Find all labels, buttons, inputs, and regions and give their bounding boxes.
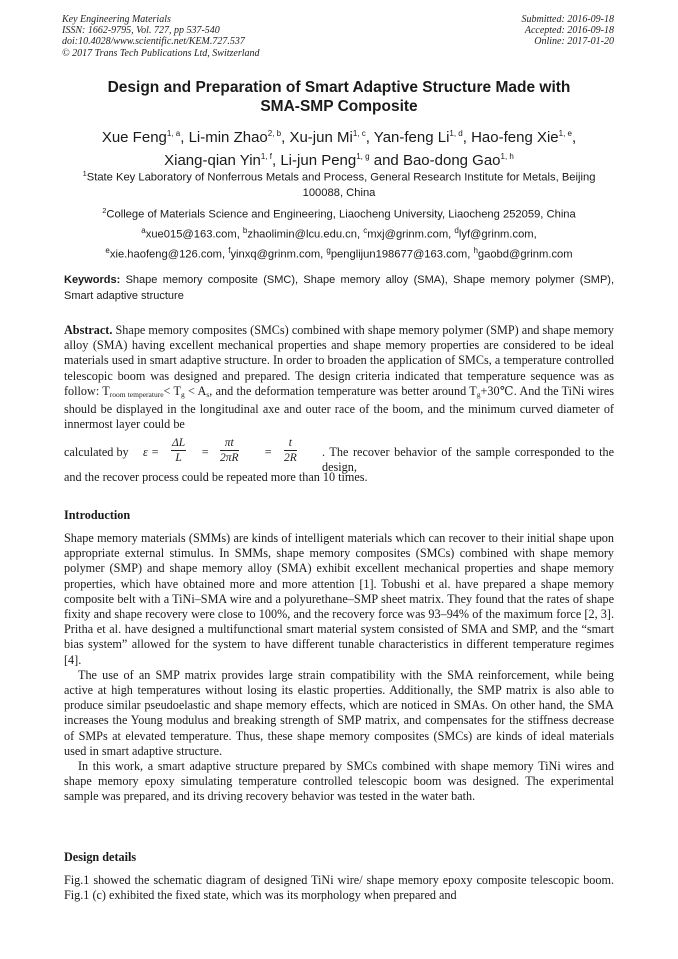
strain-formula-line: [64, 436, 614, 474]
email-address: yinxq@grinm.com,: [230, 248, 324, 261]
email-mark: g: [326, 246, 331, 256]
fraction-denominator: 2πR: [220, 452, 239, 464]
abstract-text: < T: [163, 383, 181, 398]
keywords-block: [64, 273, 614, 304]
formula-after-text: . The recover behavior of the sample corresponded to the design,: [322, 445, 614, 474]
affiliation-text: State Key Laboratory of Nonferrous Metals and Process, General Research Institute for Metals, Beijing 100088, China: [86, 171, 596, 200]
dates-header: [522, 14, 615, 48]
keywords-text: Shape memory composite (SMC), Shape memory alloy (SMA), Shape memory polymer (SMP), Smart adaptive structure: [64, 274, 615, 302]
author-mark: 1, g: [356, 152, 370, 161]
author-name: Li-min Zhao: [188, 129, 268, 146]
affiliation-text: College of Materials Science and Engineering, Liaocheng University, Liaocheng 252059, China: [106, 208, 576, 221]
affiliation-2: [66, 203, 612, 223]
email-mark: d: [454, 226, 459, 235]
email-address: xue015@163.com,: [145, 228, 240, 241]
author-name: Yan-feng Li: [373, 129, 450, 146]
strain-symbol: ε =: [143, 445, 160, 459]
paragraph: In this work, a smart adaptive structure prepared by SMCs combined with shape memory TiNi wires and shape memory epoxy simulating temperature controlled telescopic boom was designed. The experimental sample was prepared, and its driving recovery behavior was tested in the water bath.: [64, 759, 614, 804]
copyright-line: © 2017 Trans Tech Publications Ltd, Switzerland: [62, 47, 260, 59]
author-mark: 1, f: [260, 152, 272, 161]
author-name: Xue Feng: [101, 129, 167, 146]
journal-header: [62, 14, 260, 59]
email-list: [60, 223, 618, 263]
keywords-label: Keywords:: [64, 274, 121, 286]
fraction-denominator: L: [175, 452, 182, 464]
abstract-text: , and the deformation temperature was better around T: [209, 383, 477, 398]
email-mark: b: [242, 226, 248, 235]
author-list: Xue Feng$^{1, a}$, Li-min Zhao$^{2, b}$, Xu-jun Mi$^{1, c}$, Yan-feng Li$^{1, d}$, Hao-feng Xie$^{1, e}$, Xiang-qian Yin$^{1, f}$, Li-jun Peng$^{1, g}$ and Bao-dong Gao$^{1, h}$: [101, 129, 577, 169]
email-mark: a: [141, 226, 146, 235]
author-name: Hao-feng Xie: [471, 129, 559, 146]
abstract-paragraph: [64, 323, 614, 432]
paragraph: Fig.1 showed the schematic diagram of designed TiNi wire/ shape memory epoxy composite telescopic boom. Fig.1 (c) exhibited the fixed state, which was its morphology when prepared and: [64, 873, 614, 903]
email-address: gaobd@grinm.com: [477, 248, 573, 261]
abstract-text: +30℃. And the TiNi wires should be displayed in the longitudinal axe and outer race of the boom, and the minimum curved diameter of innermost layer could be: [64, 383, 614, 432]
design-details-body: [64, 873, 614, 903]
fraction-delta-l: [171, 436, 186, 465]
doi-line: doi:10.4028/www.scientific.net/KEM.727.537: [62, 36, 245, 48]
abstract-text: < A: [184, 383, 207, 398]
author-and: and: [373, 152, 399, 169]
subscript: g: [180, 389, 185, 399]
fraction-denominator: 2R: [284, 452, 297, 464]
submitted-date: Submitted: 2016-09-18: [521, 14, 614, 25]
author-name: Xu-jun Mi: [289, 129, 353, 146]
email-address: zhaolimin@lcu.edu.cn,: [247, 228, 361, 241]
affiliation-1: [66, 166, 612, 202]
email-address: mxj@grinm.com,: [367, 228, 452, 241]
abstract-text: Shape memory composites (SMCs) combined with shape memory polymer (SMP) and shape memory alloy (SMA) having excellent mechanical properties and shape memory properties are considered to be ideal materials used in smart adaptive structure. In order to broaden the application of SMCs, a temperature controlled telescopic boom was designed and prepared. The design criteria indicated that temperature sequence was as follow: T: [64, 323, 614, 398]
email-mark: c: [363, 226, 368, 235]
title-line-1: Design and Preparation of Smart Adaptive Structure Made with: [107, 79, 571, 96]
affiliation-mark: 1: [82, 169, 87, 178]
issn-line: ISSN: 1662-9795, Vol. 727, pp 537-540: [62, 25, 220, 37]
fraction-numerator: t: [284, 436, 297, 451]
fraction-pi-t: [220, 436, 239, 465]
online-date: Online: 2017-01-20: [534, 36, 614, 48]
subscript: g: [476, 389, 481, 399]
fraction-numerator: ΔL: [172, 437, 186, 449]
abstract-label: Abstract.: [64, 323, 113, 337]
introduction-body: [64, 531, 614, 805]
paper-title: [60, 78, 618, 116]
journal-name: Key Engineering Materials: [62, 14, 171, 25]
title-line-2: SMA-SMP Composite: [260, 98, 418, 115]
author-name: Bao-dong Gao: [402, 152, 501, 169]
email-address: xie.haofeng@126.com,: [109, 248, 226, 261]
author-name: Li-jun Peng: [280, 152, 357, 169]
author-mark: 1, d: [449, 129, 463, 138]
email-address: lyf@grinm.com,: [458, 228, 537, 241]
equals-sign: =: [201, 445, 210, 459]
email-mark: e: [105, 246, 110, 256]
accepted-date: Accepted: 2016-09-18: [524, 25, 614, 37]
subscript: s: [206, 389, 210, 399]
introduction-heading: Introduction: [64, 508, 131, 522]
fraction-numerator: πt: [220, 436, 239, 451]
author-mark: 1, e: [558, 129, 572, 138]
abstract-end-line: and the recover process could be repeated more than 10 times.: [64, 470, 368, 484]
email-mark: f: [228, 246, 231, 256]
author-mark: 1, c: [352, 129, 366, 138]
subscript: room temperature: [109, 389, 164, 399]
paragraph: The use of an SMP matrix provides large strain compatibility with the SMA reinforcement, while being active at high temperatures without losing its elastic properties. Additionally, the SMP matrix is also able to produce similar pseudoelastic and shape memory effects, which are noticed in SMAs. On other hand, the SMA increases the Young modulus and breaking strength of SMP matrix, and compensates for the stiffness decrease of SMPs at elevated temperature. Thus, these shape memory composites (SMCs) are kinds of ideal materials used in smart adaptive structure.: [64, 667, 614, 758]
paragraph: Shape memory materials (SMMs) are kinds of intelligent materials which can recover to their initial shape upon appropriate external stimulus. In SMMs, shape memory composites (SMCs) combined with shape memory polymer (SMP) and shape memory alloy (SMA) exhibit excellent mechanical properties and shape memory properties, which have obtained more and more attention [1]. Tobushi et al. have prepared a shape memory composite belt with a TiNi–SMA wire and a polyurethane–SMP sheet matrix. They found that the rates of shape fixity and shape recovery were close to 100%, and the recovery force was 93–94% of the maximum force [2, 3]. Pritha et al. have designed a multifunctional smart material system consisted of SMA and SMP, and the “smart bias system” allowed for the system to have different tunable characteristics in different temperature regimes [4].: [64, 531, 614, 667]
affiliation-mark: 2: [102, 206, 107, 215]
email-mark: h: [473, 246, 478, 256]
author-mark: 2, b: [267, 129, 282, 138]
design-details-heading: Design details: [64, 850, 137, 864]
equals-sign: =: [264, 445, 273, 459]
author-mark: 1, h: [500, 152, 514, 161]
author-name: Xiang-qian Yin: [164, 152, 261, 169]
author-mark: 1, a: [166, 129, 181, 138]
fraction-t-2r: [284, 436, 297, 465]
email-address: penglijun198677@163.com,: [330, 248, 471, 261]
formula-intro: calculated by: [64, 445, 129, 459]
